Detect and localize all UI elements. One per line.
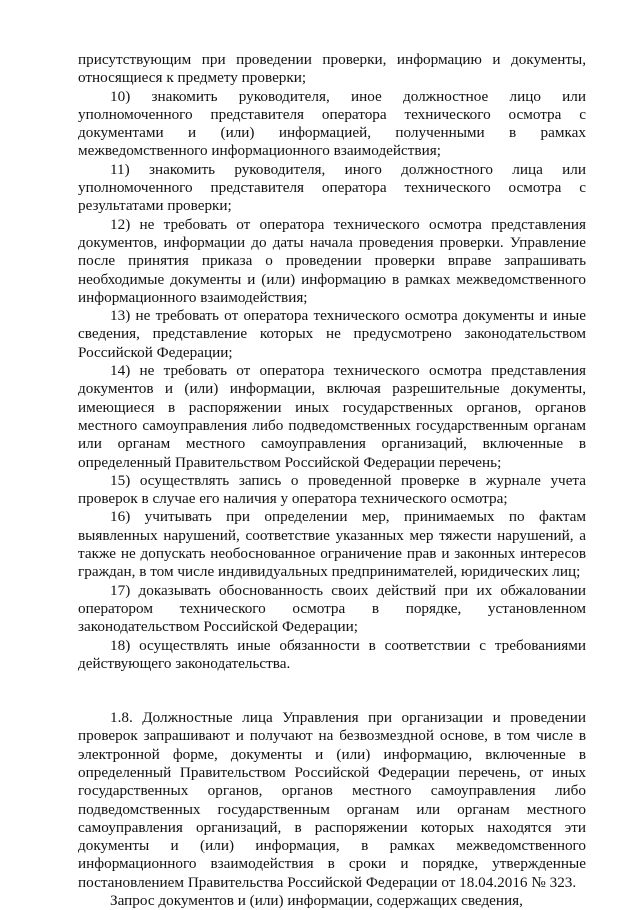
document-page [78,51,586,910]
list-item-15: 15) осуществлять запись о проведенной проверке в журнале учета проверок в случае его наличия у оператора технического осмотра; [78,471,586,508]
list-item-14: 14) не требовать от оператора технического осмотра представления документов и (или) информации, включая разрешительные документы, имеющиеся в распоряжении иных государственных органов, органов местного самоуправления либо подведомственных государственным органам или органам местного самоуправления организаций, включенные в определенный Правительством Российской Федерации перечень; [78,362,586,471]
list-item-12: 12) не требовать от оператора технического осмотра представления документов, информации до даты начала проведения проверки. Управление после принятия приказа о проведении проверки вправе запрашивать необходимые документы и (или) информацию в рамках межведомственного информационного взаимодействия; [78,215,586,306]
list-item-18: 18) осуществлять иные обязанности в соответствии с требованиями действующего законодательства. [78,636,586,672]
list-item-10: 10) знакомить руководителя, иное должностное лицо или уполномоченного представителя оператора технического осмотра с документами и (или) информацией, полученными в рамках межведомственного информационного взаимодействия; [78,87,586,160]
list-item-17: 17) доказывать обоснованность своих действий при их обжаловании оператором технического осмотра в порядке, установленном законодательством Российской Федерации; [78,581,586,636]
request-paragraph: Запрос документов и (или) информации, содержащих сведения, [110,892,523,910]
list-item-13: 13) не требовать от оператора технического осмотра документы и иные сведения, представление которых не предусмотрено законодательством Российской Федерации; [78,307,586,361]
list-item-11: 11) знакомить руководителя, иного должностного лица или уполномоченного представителя оператора технического осмотра с результатами проверки; [78,160,586,215]
section-1-8-paragraph: 1.8. Должностные лица Управления при организации и проведении проверок запрашивают и получают на безвозмездной основе, в том числе в электронной форме, документы и (или) информацию, включенные в определенный Правительством Российской Федерации перечень, от иных государственных органов, органов местного самоуправления либо подведомственных государственным органам или органам местного самоуправления организаций, в распоряжении которых находятся эти документы и (или) информация, в рамках межведомственного информационного взаимодействия в сроки и порядке, утвержденные постановлением Правительства Российской Федерации от 18.04.2016 № 323. [78,709,586,891]
paragraph-continuation: присутствующим при проведении проверки, информацию и документы, относящиеся к предмету проверки; [78,51,586,87]
list-item-16: 16) учитывать при определении мер, принимаемых по фактам выявленных нарушений, соответствие указанных мер тяжести нарушений, а также не допускать необоснованное ограничение прав и законных интересов граждан, в том числе индивидуальных предпринимателей, юридических лиц; [78,508,586,581]
section-gap [78,673,586,709]
